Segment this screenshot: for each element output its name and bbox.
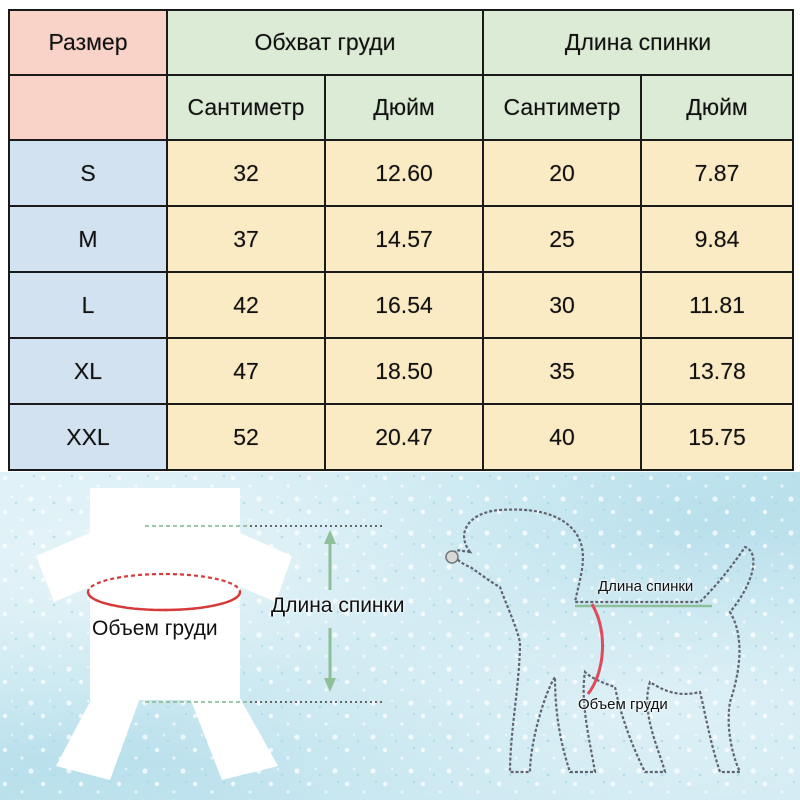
back-cm-header: Сантиметр <box>483 75 641 140</box>
size-header-blank <box>9 75 167 140</box>
table-row <box>9 272 793 338</box>
back-inch-header: Дюйм <box>641 75 793 140</box>
back-inch-value: 7.87 <box>641 140 793 206</box>
back-inch-value: 15.75 <box>641 404 793 470</box>
table-row <box>9 404 793 470</box>
garment-chest-label: Объем груди <box>92 617 218 640</box>
chest-inch-value: 12.60 <box>325 140 483 206</box>
table-unit-row <box>9 75 793 140</box>
chest-inch-value: 20.47 <box>325 404 483 470</box>
table-row <box>9 140 793 206</box>
table-header-row <box>9 10 793 75</box>
size-label: L <box>9 272 167 338</box>
chest-inch-value: 14.57 <box>325 206 483 272</box>
chest-cm-header: Сантиметр <box>167 75 325 140</box>
chest-header: Обхват груди <box>167 10 483 75</box>
back-inch-value: 9.84 <box>641 206 793 272</box>
size-label: XL <box>9 338 167 404</box>
table-row <box>9 206 793 272</box>
back-inch-value: 11.81 <box>641 272 793 338</box>
size-header: Размер <box>9 10 167 75</box>
dog-nose <box>446 551 458 563</box>
back-cm-value: 40 <box>483 404 641 470</box>
chest-inch-header: Дюйм <box>325 75 483 140</box>
back-cm-value: 20 <box>483 140 641 206</box>
chest-cm-value: 42 <box>167 272 325 338</box>
back-inch-value: 13.78 <box>641 338 793 404</box>
chest-cm-value: 37 <box>167 206 325 272</box>
size-chart-table <box>8 9 794 471</box>
chest-cm-value: 47 <box>167 338 325 404</box>
chest-cm-value: 52 <box>167 404 325 470</box>
back-cm-value: 25 <box>483 206 641 272</box>
measurement-illustration <box>0 472 800 800</box>
dog-outline <box>455 510 754 772</box>
dog-chest-label: Объем груди <box>578 696 668 713</box>
chest-cm-value: 32 <box>167 140 325 206</box>
chest-inch-value: 16.54 <box>325 272 483 338</box>
garment-back-length-label: Длина спинки <box>271 594 405 617</box>
table-row <box>9 338 793 404</box>
size-label: XXL <box>9 404 167 470</box>
dog-chest-measure-mark <box>588 604 603 694</box>
size-label: S <box>9 140 167 206</box>
size-label: M <box>9 206 167 272</box>
back-cm-value: 35 <box>483 338 641 404</box>
back-length-header: Длина спинки <box>483 10 793 75</box>
dog-back-length-label: Длина спинки <box>598 578 694 595</box>
back-cm-value: 30 <box>483 272 641 338</box>
chest-inch-value: 18.50 <box>325 338 483 404</box>
